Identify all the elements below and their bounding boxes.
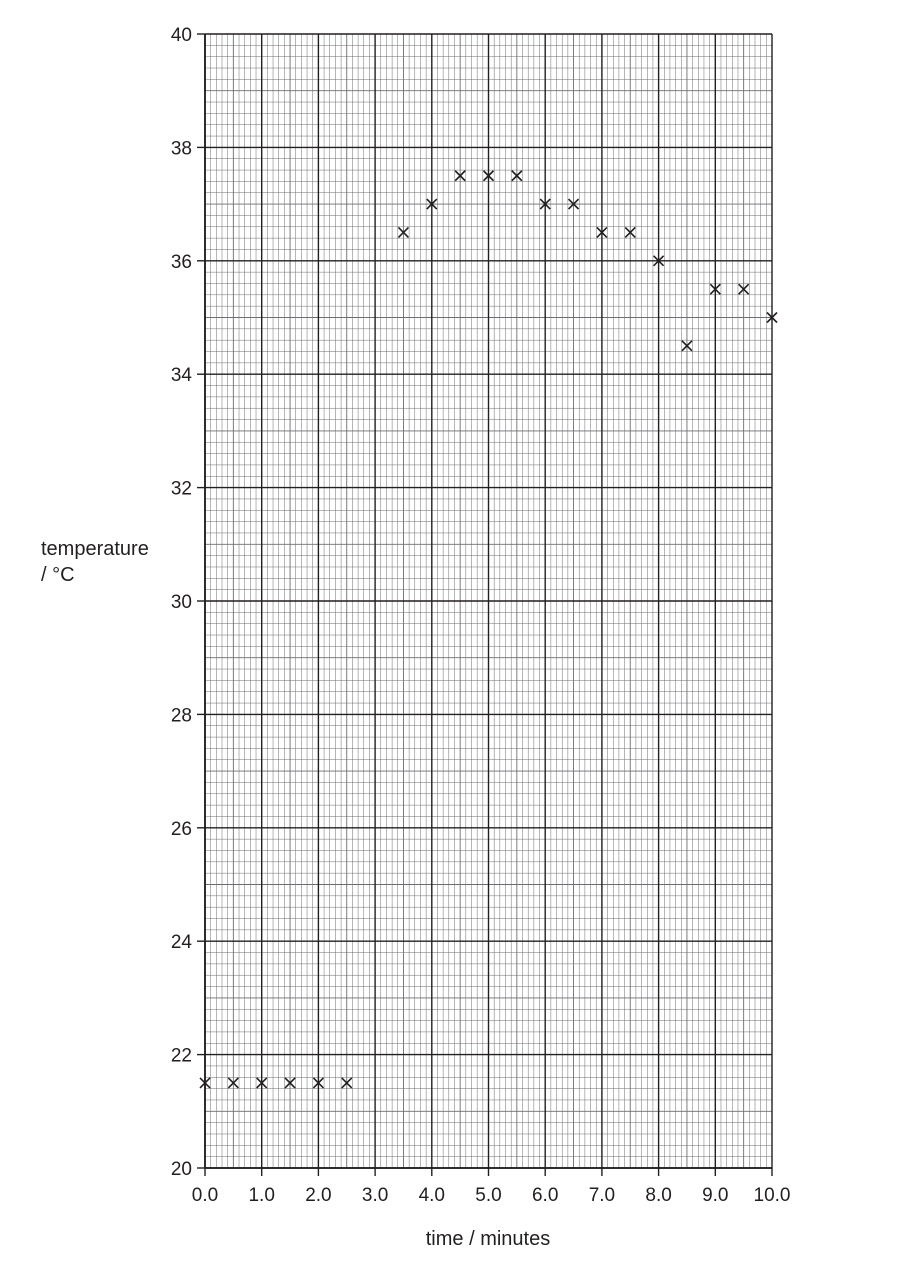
y-tick-label: 36 <box>170 251 192 273</box>
y-tick-label: 38 <box>170 138 192 160</box>
y-tick-label: 32 <box>170 478 192 500</box>
x-tick-label: 3.0 <box>361 1185 389 1206</box>
x-tick-label: 7.0 <box>588 1185 616 1206</box>
x-tick-label: 2.0 <box>305 1185 332 1206</box>
x-tick-label: 4.0 <box>418 1185 446 1206</box>
x-tick-labels <box>192 1168 791 1206</box>
y-tick-label: 40 <box>170 25 192 46</box>
x-tick-label: 1.0 <box>248 1185 275 1206</box>
x-tick-label: 6.0 <box>531 1185 559 1206</box>
x-tick-label: 10.0 <box>753 1185 791 1206</box>
x-tick-label: 5.0 <box>475 1185 502 1206</box>
x-tick-label: 9.0 <box>702 1185 729 1206</box>
y-axis-label <box>41 536 149 588</box>
x-tick-label: 8.0 <box>645 1185 672 1206</box>
y-tick-label: 22 <box>170 1045 192 1067</box>
y-tick-label: 28 <box>170 705 192 727</box>
x-axis-label: time / minutes <box>425 1228 551 1250</box>
y-tick-label: 34 <box>170 365 192 387</box>
y-axis-label-line-1: temperature <box>41 538 149 560</box>
x-tick-label: 0.0 <box>191 1185 219 1206</box>
y-tick-label: 26 <box>170 818 192 840</box>
y-tick-labels <box>171 25 205 1180</box>
y-tick-label: 30 <box>170 592 192 613</box>
y-axis-label-line-2: / °C <box>41 564 75 586</box>
y-tick-label: 20 <box>170 1159 192 1180</box>
y-tick-label: 24 <box>170 932 192 954</box>
